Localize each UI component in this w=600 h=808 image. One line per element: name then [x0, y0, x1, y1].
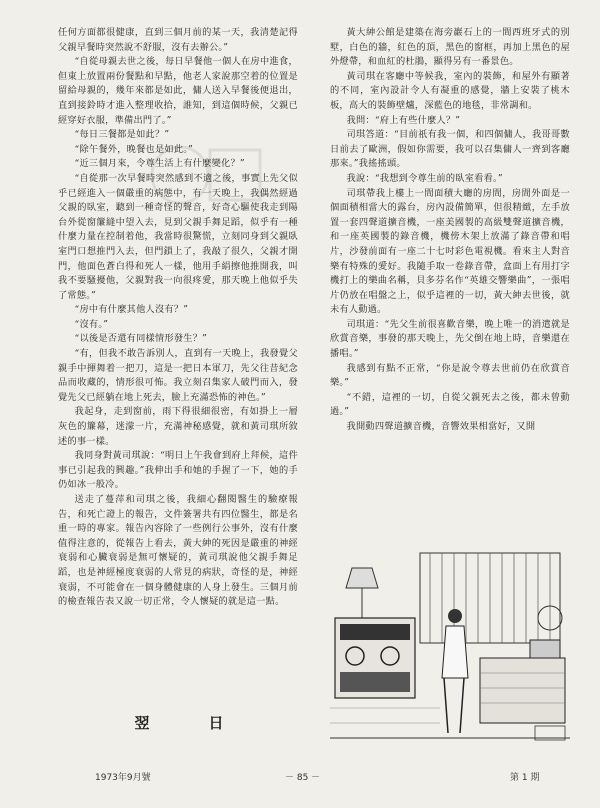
paragraph: “有，但我不敢告訴別人，直到有一天晚上，我發覺父親手中揮舞着一把刀，這是一把日本軍刀，先父往昔紀念品而收藏的，情形很可怖。我立刻召集家人破門而入，發覺先父已經躺在地上死去，臉上充滿恐怖的神色。” [58, 348, 298, 403]
paragraph: “沒有。” [74, 318, 109, 330]
paragraph: 司琪答道：“目前祇有我一個，和四個傭人，我哥哥數日前去了歐洲，假如你需要，我可以召集傭人一齊到客廳那來。”我搖搖頭。 [330, 129, 570, 170]
paragraph: 我同身對黃司琪說：“明日上午我會到府上拜候，這件事已引起我的興趣。”我伸出手和她的手握了一下，她的手仍如冰一般冷。 [58, 450, 298, 491]
paragraph: 我問：“府上有些什麼人？” [346, 114, 461, 126]
paragraph: “近三個月來，令尊生活上有什麼變化？” [74, 158, 245, 170]
paragraph: “除午餐外，晚餐也是如此。” [74, 143, 194, 155]
illustration-drawing [330, 548, 570, 748]
paragraph: “房中有什麼其他人沒有？” [74, 304, 189, 316]
paragraph: 任何方面都很健康，直到三個月前的某一天，我清楚記得父親早餐時突然說不舒服，沒有去辦公。” [58, 27, 298, 53]
left-text-column [58, 26, 298, 610]
paragraph: 黃司琪在客廳中等候我，室內的裝飾，和屋外有顯著的不同，室內設計令人有凝重的感覺，牆上安裝了桃木板，高大的裝飾壁爐，深藍色的地毯，非常調和。 [330, 70, 570, 111]
paragraph: “每日三餐都是如此？” [74, 129, 170, 141]
paragraph: 送走了蔓萍和司琪之後，我細心翻閱醫生的驗療報告，和死亡證上的報告，文件簽署共有四位醫生，都是名重一時的專家。報告內容除了一些例行公事外，沒有什麼值得注意的，從報告上看去，黃大紳的死因是嚴重的神經衰弱和心臟衰弱是無可懷疑的，黃司琪說他父親手舞足蹈，也是神經極度衰弱的人常見的病狀，奇怪的是，神經衰弱，不可能會在一個身體健康的人身上發生。三個月前的檢查報告表又說一切正常，令人懷疑的就是這一點。 [58, 494, 298, 608]
paragraph: 我開動四聲道擴音機，音響效果相當好，又開 [346, 421, 536, 433]
paragraph: 我說：“我想到令尊生前的臥室看看。” [346, 172, 503, 184]
footer-issue-date: 1973年9月號 [95, 773, 151, 783]
paragraph: 黃大紳公館是建築在海旁巖石上的一間西班牙式的別墅，白色的牆，紅色的頂，黑色的窗框，再加上黑色的屋外燈帶，和血紅的杜鵑，顯得另有一番景色。 [330, 27, 570, 68]
footer-page-number: － 85 － [285, 773, 321, 783]
paragraph: 司琪帶我上樓上一間面積大廳的房間，房間外面是一個面積相當大的露台，房內設備簡單，但很精緻，左手放置一套四聲道擴音機，一座美國製的高級雙聲道擴音機，和一座英國製的錄音機，機傍木架上放滿了錄音帶和唱片，沙發前面有一座二十七吋彩色電視機。看來主人對音樂有特殊的愛好。我隨手取一卷錄音帶，盒面上有用打字機打上的樂曲名稱，貝多芬名作“英雄交響樂曲”，一張唱片仍放在唱盤之上，似乎這裡的一切，黃大紳去世後，就未有人動過。 [330, 187, 570, 316]
right-text-column [330, 26, 570, 435]
paragraph: “不錯，這裡的一切，自從父親死去之後，都未曾動過。” [330, 391, 570, 418]
footer-issue-number: 第 1 期 [510, 773, 540, 783]
paragraph: 司琪道：“先父生前很喜歡音樂，晚上唯一的消遣就是欣賞音樂，事發的那天晚上，先父倒在地上時，音樂還在播唱。” [330, 318, 570, 360]
paragraph: “自從母親去世之後，每日早餐他一個人在房中進食，但東上放置兩份餐點和早點，他老人家說那空着的位置是留給母親的，幾年來都是如此，傭人送入早餐後便退出，直到接鈴時才進入整理收拾，誰知，到這個時候，父親已經穿好衣服，準備出門了。” [58, 56, 298, 126]
paragraph: 我感到有點不正常，“你是說令尊去世前仍在欣賞音樂。” [330, 362, 570, 389]
paragraph: “自從那一次早餐時突然感到不適之後，事實上先父似乎已經進入一個嚴重的病態中，有一天晚上，我偶然經過父親的臥室，聽到一種奇怪的聲音，好奇心驅使我走到陽台外從窗簾縫中望入去，見到父親手舞足蹈，似乎有一種什麼力量在控制着他，我當時很驚慌，立刻同身到父親臥室門口想推門入去，但門鎖上了，我敲了很久，父親才開門，他面色蒼白得和死人一樣，他用手絹擦他推開我，叫我不要騷擾他，父親對我一向很疼愛，那天晚上他似乎失了常態。” [58, 172, 298, 301]
next-chapter-heading: 翌 日 [134, 714, 246, 732]
paragraph: “以後是否還有同樣情形發生？” [74, 333, 208, 345]
room-illustration [330, 548, 570, 748]
paragraph: 我起身，走到窗前，雨下得很細很密，有如掛上一層灰色的簾幕，迷濛一片，充滿神秘感覺，就和黃司琪所敘述的事一樣。 [58, 406, 298, 447]
